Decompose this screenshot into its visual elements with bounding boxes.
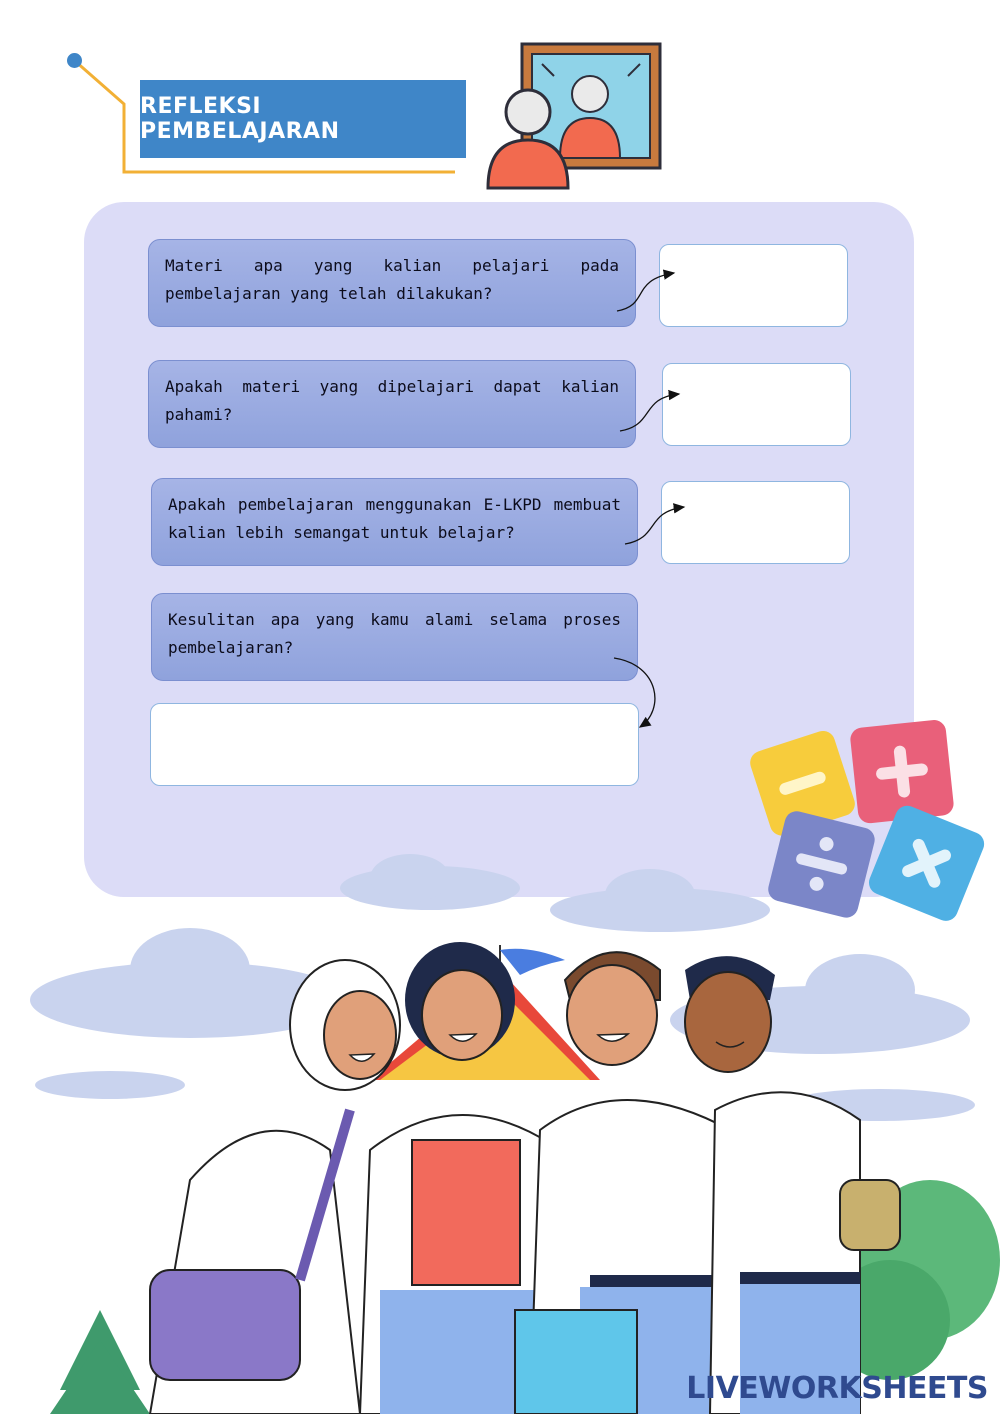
question-text-3: Apakah pembelajaran menggunakan E-LKPD membuat kalian lebih semangat untuk belajar?: [168, 495, 621, 542]
students-illustration: [0, 850, 1000, 1414]
question-text-4: Kesulitan apa yang kamu alami selama proses pembelajaran?: [168, 610, 621, 657]
arrow-4: [614, 658, 655, 727]
question-text-2: Apakah materi yang dipelajari dapat kalian pahami?: [165, 377, 619, 424]
arrow-1: [617, 273, 674, 311]
question-text-1: Materi apa yang kalian pelajari pada pembelajaran yang telah dilakukan?: [165, 256, 619, 303]
arrow-3: [625, 507, 684, 544]
liveworksheets-watermark: LIVEWORKSHEETS: [686, 1371, 988, 1406]
arrow-2: [620, 394, 679, 431]
page-title: REFLEKSI PEMBELAJARAN: [140, 94, 340, 144]
